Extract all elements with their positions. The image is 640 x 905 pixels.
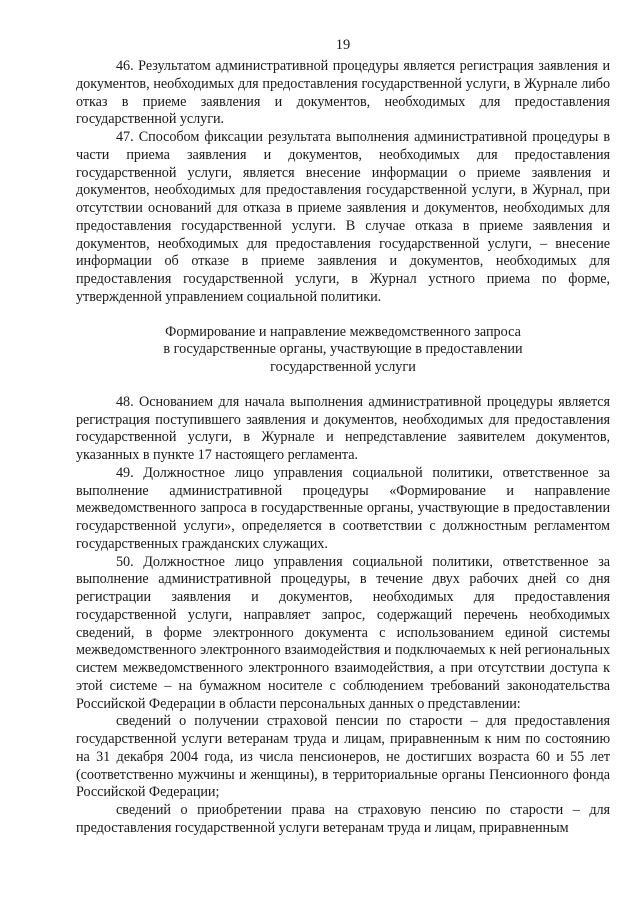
paragraph-50-item-pension-received: сведений о получении страховой пенсии по старости – для предоставления государственной услуги ветеранам труда и лицам, приравненным к ним по состоянию на 31 декабря 2004 года, из числа пенсионеров, не достигших возраста 60 и 55 лет (соответственно мужчины и женщины), в территориальные органы Пенсионного фонда Российской Федерации;: [76, 713, 610, 801]
paragraph-50: 50. Должностное лицо управления социальной политики, ответственное за выполнение административной процедуры, в течение двух рабочих дней со дня регистрации заявления и документов, необходимых для предоставления государственной услуги, направляет запрос, содержащий перечень необходимых сведений, в форме электронного документа с использованием единой системы межведомственного электронного взаимодействия и подключаемых к ней региональных систем межведомственного электронного взаимодействия, а при отсутствии доступа к этой системе – на бумажном носителе с соблюдением требований законодательства Российской Федерации в области персональных данных о представлении:: [76, 553, 610, 712]
section-heading-line-1: Формирование и направление межведомственного запроса: [165, 323, 521, 340]
paragraph-48: 48. Основанием для начала выполнения административной процедуры является регистрация поступившего заявления и документов, необходимых для предоставления государственной услуги, в Журнале и непредставление заявителем документов, указанных в пункте 17 настоящего регламента.: [76, 393, 610, 463]
paragraph-50-item-pension-right: сведений о приобретении права на страховую пенсию по старости – для предоставления государственной услуги ветеранам труда и лицам, приравненным: [76, 802, 610, 836]
paragraph-47: 47. Способом фиксации результата выполнения административной процедуры в части приема заявления и документов, необходимых для предоставления государственной услуги, является внесение информации о приеме заявления и документов, необходимых для предоставления государственной услуги, в Журнал, при отсутствии оснований для отказа в приеме заявления и документов, необходимых для предоставления государственной услуги. В случае отказа в приеме заявления и документов, необходимых для предоставления государственной услуги, – внесение информации об отказе в приеме заявления и документов, необходимых для предоставления государственной услуги, в Журнал устного приема по форме, утвержденной управлением социальной политики.: [76, 129, 610, 305]
paragraph-46: 46. Результатом административной процедуры является регистрация заявления и документов, необходимых для предоставления государственной услуги, в Журнале либо отказ в приеме заявления и документов, необходимых для предоставления государственной услуги.: [76, 58, 610, 128]
section-heading-line-3: государственной услуги: [270, 359, 416, 375]
paragraph-49: 49. Должностное лицо управления социальной политики, ответственное за выполнение административной процедуры «Формирование и направление межведомственного запроса в государственные органы, участвующие в предоставлении государственной услуги», определяется в соответствии с должностным регламентом государственных гражданских служащих.: [76, 464, 610, 552]
document-page: [76, 36, 610, 838]
section-heading: [76, 324, 610, 377]
section-heading-line-2: в государственные органы, участвующие в предоставлении: [163, 341, 523, 358]
page-number: 19: [335, 37, 351, 53]
